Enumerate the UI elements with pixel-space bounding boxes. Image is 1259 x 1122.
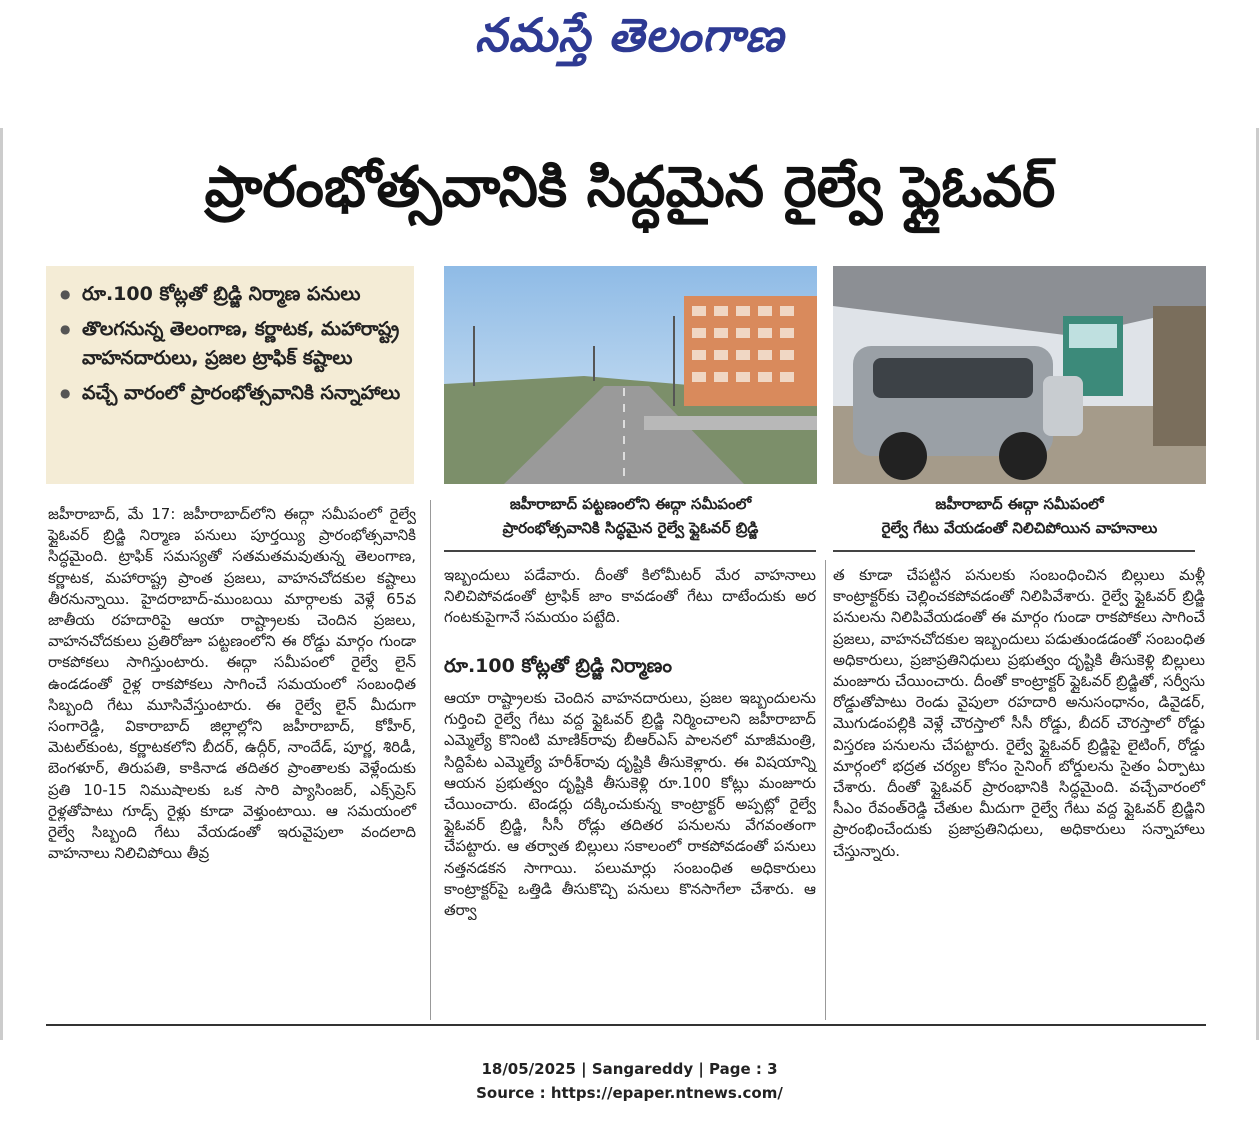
traffic-illustration: [833, 266, 1206, 484]
article-column-2-bottom: ఆయా రాష్ట్రాలకు చెందిన వాహనదారులు, ప్రజల ఇబ్బందులను గుర్తించి రైల్వే గేటు వద్ద ఫ్లైఓవర్ బ్రిడ్జి నిర్మించాలని జహీరాబాద్ ఎమ్మెల్యే కొనింటి మాణిక్‌రావు బీఆర్‌ఎస్ పాలనలో మాజీమంత్రి, సిద్దిపేట ఎమ్మెల్యే హరీశ్‌రావు దృష్టికి తీసుకెళ్లారు. ఈ విషయాన్ని ఆయన ప్రభుత్వం దృష్టికి తీసుకెళ్లి రూ.100 కోట్లు మంజూరు చేయించారు. టెండర్లు దక్కించుకున్న కాంట్రాక్టర్ అప్పట్లో రైల్వే ఫ్లైఓవర్ బ్రిడ్జి, సీసీ రోడ్లు తదితర పనులను వేగవంతంగా చేపట్టారు. ఆ తర్వాత బిల్లులు సకాలంలో రాకపోవడంతో పనులు నత్తనడకన సాగాయి. పలుమార్లు సంబంధిత అధికారులు కాంట్రాక్టర్‌పై ఒత్తిడి తీసుకొచ్చి పనులు కొనసాగేలా చేశారు. ఆ తర్వా: [444, 689, 816, 920]
clipping-bottom-rule: [46, 1024, 1206, 1040]
caption-line: ప్రారంభోత్సవానికి సిద్ధమైన రైల్వే ఫ్లైఓవర్ బ్రిడ్జి: [502, 519, 759, 537]
masthead-text: నమస్తే తెలంగాణ: [474, 8, 785, 62]
flyover-illustration: [444, 266, 817, 484]
article-headline: ప్రారంభోత్సవానికి సిద్ధమైన రైల్వే ఫ్లైఓవర్: [204, 155, 1056, 220]
highlights-box: [46, 266, 414, 484]
caption-rule: [833, 550, 1195, 552]
article-column-3: త కూడా చేపట్టిన పనులకు సంబంధించిన బిల్లులు మళ్లీ కాంట్రాక్టర్‌కు చెల్లించకపోవడంతో నిలిపివేశారు. రైల్వే ఫ్లైఓవర్ బ్రిడ్జి పనులను నిలిపివేయడంతో ఈ మార్గం గుండా రాకపోకలు సాగించే ప్రజలు, వాహనచోదకుల ఇబ్బందులు పడుతుండడంతో సంబంధిత అధికారులు, ప్రజాప్రతినిధులు ప్రభుత్వం దృష్టికి తీసుకెళ్లి బిల్లులు మంజూరు చేయించారు. దీంతో కాంట్రాక్టర్ ఫ్లైఓవర్ బ్రిడ్జితో, సర్వీసు రోడ్డుతోపాటు రెండు వైపులా రహదారి అనుసంధానం, డివైడర్, మొగుడంపల్లికి వెళ్లే చౌరస్తాలో సీసీ రోడ్డు, బీదర్ చౌరస్తాలో రోడ్డు విస్తరణ పనులను చేపట్టారు. రైల్వే ఫ్లైఓవర్ బ్రిడ్జిపై లైటింగ్, రోడ్డు మార్గంలో భద్రత చర్యల కోసం సైనింగ్ బోర్డులను సైతం ఏర్పాటు చేశారు. దీంతో ఫ్లైఓవర్ ప్రారంభానికి సిద్ధమైంది. వచ్చేవారంలో సీఎం రేవంత్‌రెడ్డి చేతుల మీదుగా రైల్వే గేటు వద్ద ఫ్లైఓవర్ బ్రిడ్జిని ప్రారంభించేందుకు ప్రజాప్రతినిధులు, అధికారులు సన్నాహాలు చేస్తున్నారు.: [833, 566, 1205, 860]
article-column-2-top: ఇబ్బందులు పడేవారు. దీంతో కిలోమీటర్ మేర వాహనాలు నిలిచిపోవడంతో ట్రాఫిక్ జాం కావడంతో గేటు దాటేందుకు అర గంటకుపైగానే సమయం పట్టేది.: [444, 566, 816, 627]
highlight-item: ● తొలగనున్న తెలంగాణ, కర్ణాటక, మహారాష్ట్ర వాహనదారులు, ప్రజల ట్రాఫిక్ కష్టాలు: [60, 315, 404, 373]
article-column-1: జహీరాబాద్, మే 17: జహీరాబాద్‌లోని ఈద్గా సమీపంలో రైల్వే ఫ్లైఓవర్ బ్రిడ్జి నిర్మాణ పనులు పూర్తయ్యి ప్రారంభోత్సవానికి సిద్ధమైంది. ట్రాఫిక్ సమస్యతో సతమతమవుతున్న తెలంగాణ, కర్ణాటక, మహారాష్ట్ర ప్రాంత ప్రజలు, వాహనచోదకుల కష్టాలు తీరనున్నాయి. హైదరాబాద్-ముంబయి మార్గాలకు వెళ్లే 65వ జాతీయ రహదారిపై ఆయా రాష్ట్రాలకు చెందిన ప్రజలు, వాహనచోదకులు ప్రతిరోజూ పట్టణంలోని ఈ రోడ్డు మార్గం గుండా రాకపోకలు సాగిస్తుంటారు. ఈద్గా సమీపంలో రైల్వే లైన్ ఉండడంతో రైళ్ల రాకపోకలు సాగించే సమయంలో సంబంధిత సిబ్బంది గేటు మూసివేస్తుంటారు. ఈ రైల్వే లైన్ మీదుగా సంగారెడ్డి, వికారాబాద్ జిల్లాల్లోని జహీరాబాద్, కోహీర్, మెటల్‌కుంట, కర్ణాటకలోని బీదర్, ఉద్గీర్, నాందేడ్, పూర్ణ, శిరిడీ, బెంగళూర్, తిరుపతి, కాకినాడ తదితర ప్రాంతాలకు వెళ్లేందుకు ప్రతి 10-15 నిముషాలకు ఒక సారి ప్యాసింజర్, ఎక్స్‌ప్రెస్ రైళ్లతోపాటు గూడ్స్ రైళ్లు కూడా వెళ్తుంటాయి. ఆ సమయంలో రైల్వే సిబ్బంది గేటు వేయడంతో ఇరువైపులా వందలాది వాహనాలు నిలిచిపోయి తీవ్ర: [48, 505, 416, 863]
highlight-item: ● రూ.100 కోట్లతో బ్రిడ్జి నిర్మాణ పనులు: [60, 280, 404, 309]
masthead-logo: [0, 8, 1259, 68]
highlight-item: ● వచ్చే వారంలో ప్రారంభోత్సవానికి సన్నాహాలు: [60, 379, 404, 408]
caption-rule: [444, 550, 816, 552]
photo1-caption: [444, 492, 817, 540]
article-subheading: రూ.100 కోట్లతో బ్రిడ్జి నిర్మాణం: [444, 655, 672, 677]
footer-date-page: 18/05/2025 | Sangareddy | Page : 3: [481, 1060, 778, 1078]
footer-source: Source : https://epaper.ntnews.com/: [476, 1084, 783, 1102]
clip-edge-left: [0, 128, 3, 1040]
column-divider: [825, 560, 826, 1020]
caption-line: జహీరాబాద్ పట్టణంలోని ఈద్గా సమీపంలో: [509, 495, 752, 513]
column-divider: [430, 500, 431, 1020]
caption-line: జహీరాబాద్ ఈద్గా సమీపంలో: [935, 495, 1104, 513]
flyover-photo: [444, 266, 817, 484]
photo2-caption: [833, 492, 1206, 540]
caption-line: రైల్వే గేటు వేయడంతో నిలిచిపోయిన వాహనాలు: [881, 519, 1158, 537]
vehicles-photo: [833, 266, 1206, 484]
